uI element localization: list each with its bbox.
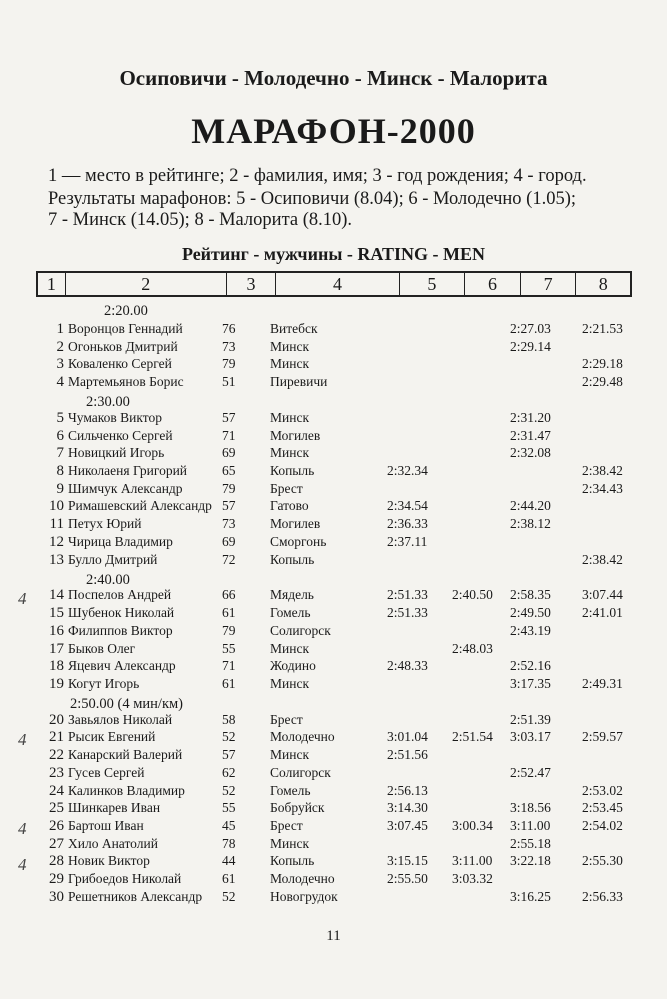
cell-year: 45 — [222, 818, 236, 833]
cell-name: Бартош Иван — [68, 818, 144, 833]
cell-year: 52 — [222, 729, 236, 745]
cell-city: Копыль — [270, 551, 315, 567]
cell-place: 23 — [49, 764, 64, 781]
header-col-3: 3 — [227, 273, 277, 295]
cell-name: Канарский Валерий — [68, 747, 183, 763]
table-row — [0, 852, 667, 870]
cell-year: 62 — [222, 764, 236, 780]
cell-name: Коваленко Сергей — [68, 356, 172, 372]
cell-year: 52 — [222, 888, 236, 904]
cell-place: 7 — [56, 445, 64, 462]
cell-name: Чумаков Виктор — [68, 409, 162, 425]
cell-t5: 2:56.13 — [387, 782, 428, 798]
table-row — [0, 497, 667, 515]
cell-t6: 3:11.00 — [452, 853, 493, 869]
cell-name: Новицкий Игорь — [68, 445, 165, 461]
cell-t7: 2:55.18 — [510, 835, 551, 851]
cell-year: 71 — [222, 427, 236, 443]
cell-t8: 2:38.42 — [582, 463, 623, 479]
cell-name: Чирица Владимир — [68, 533, 173, 549]
cell-name: Николаеня Григорий — [68, 463, 188, 479]
cell-year: 72 — [222, 551, 236, 567]
cell-t8: 2:54.02 — [582, 818, 623, 833]
cell-year: 61 — [222, 675, 236, 691]
cell-t5: 3:14.30 — [387, 800, 428, 816]
header-col-2: 2 — [66, 273, 227, 295]
cell-year: 79 — [222, 356, 236, 372]
cell-city: Молодечно — [270, 871, 335, 887]
table-row — [0, 462, 667, 480]
header-col-1: 1 — [38, 273, 66, 295]
cell-name: Шубенок Николай — [68, 605, 175, 621]
cell-t5: 3:07.45 — [387, 818, 428, 833]
cell-name: Быков Олег — [68, 640, 136, 656]
cell-year: 69 — [222, 533, 236, 549]
cell-place: 17 — [49, 640, 64, 657]
cell-t5: 2:34.54 — [387, 498, 428, 514]
cell-place: 26 — [49, 818, 64, 834]
cell-city: Бобруйск — [270, 800, 325, 816]
cell-city: Минск — [270, 356, 310, 372]
cell-year: 79 — [222, 622, 236, 638]
cell-t7: 2:43.19 — [510, 622, 551, 638]
cell-year: 57 — [222, 409, 236, 425]
table-row — [0, 409, 667, 427]
pace-group-4: 2:50.00 (4 мин/км) — [70, 696, 184, 712]
cell-city: Солигорск — [270, 622, 331, 638]
cell-year: 57 — [222, 747, 236, 763]
cell-city: Жодино — [270, 658, 316, 674]
cell-name: Шинкарев Иван — [68, 800, 161, 816]
cell-place: 24 — [49, 782, 64, 799]
cell-year: 76 — [222, 321, 236, 336]
cell-place: 8 — [56, 463, 64, 480]
cell-t6: 3:00.34 — [452, 818, 493, 833]
header-col-7: 7 — [521, 273, 577, 295]
table-row — [0, 533, 667, 551]
cell-t7: 3:16.25 — [510, 888, 551, 904]
table-row — [0, 746, 667, 764]
route-title: Осиповичи - Молодечно - Минск - Малорита — [119, 66, 548, 90]
cell-t7: 2:51.39 — [510, 711, 551, 727]
cell-t7: 2:44.20 — [510, 498, 551, 514]
cell-place: 25 — [49, 800, 64, 817]
cell-city: Молодечно — [270, 729, 335, 745]
cell-place: 4 — [56, 374, 64, 391]
table-row — [0, 888, 667, 906]
cell-year: 58 — [222, 711, 236, 727]
cell-city: Брест — [270, 711, 303, 727]
cell-city: Минск — [270, 835, 310, 851]
cell-t7: 3:18.56 — [510, 800, 551, 816]
handwritten-mark: 4 — [18, 589, 27, 608]
cell-city: Солигорск — [270, 764, 331, 780]
table-row — [0, 764, 667, 782]
cell-name: Завьялов Николай — [68, 711, 173, 727]
cell-city: Гомель — [270, 782, 311, 798]
cell-city: Минск — [270, 338, 310, 354]
cell-year: 73 — [222, 338, 236, 354]
cell-place: 28 — [49, 853, 64, 870]
cell-t7: 2:52.47 — [510, 764, 551, 780]
cell-city: Гатово — [270, 498, 309, 514]
cell-t8: 2:29.18 — [582, 356, 623, 372]
cell-name: Римашевский Александр — [68, 498, 212, 514]
cell-t7: 3:17.35 — [510, 675, 551, 691]
table-row — [0, 604, 667, 622]
cell-city: Сморгонь — [270, 533, 327, 549]
cell-t7: 2:52.16 — [510, 658, 551, 674]
header-col-4: 4 — [276, 273, 399, 295]
table-header — [36, 271, 632, 297]
table-row — [0, 320, 667, 338]
table-row — [0, 444, 667, 462]
handwritten-mark: 4 — [18, 819, 27, 838]
cell-name: Когут Игорь — [68, 675, 140, 691]
page-title: МАРАФОН-2000 — [191, 111, 476, 151]
cell-place: 18 — [49, 658, 64, 675]
cell-name: Грибоедов Николай — [68, 871, 182, 887]
cell-t6: 2:48.03 — [452, 640, 493, 656]
header-col-5: 5 — [400, 273, 466, 295]
cell-city: Мядель — [270, 587, 314, 603]
cell-name: Новик Виктор — [68, 853, 150, 869]
table-row — [0, 515, 667, 533]
cell-place: 2 — [56, 338, 64, 355]
cell-t6: 3:03.32 — [452, 871, 493, 887]
table-row — [0, 338, 667, 356]
cell-place: 1 — [56, 321, 64, 337]
table-row — [0, 640, 667, 658]
cell-t7: 2:49.50 — [510, 605, 551, 621]
cell-name: Сильченко Сергей — [68, 427, 173, 443]
cell-year: 57 — [222, 498, 236, 514]
cell-year: 44 — [222, 853, 236, 869]
cell-t6: 2:51.54 — [452, 729, 493, 745]
cell-t5: 3:15.15 — [387, 853, 428, 869]
table-row — [0, 427, 667, 445]
cell-t8: 2:53.02 — [582, 782, 623, 798]
header-col-8: 8 — [598, 274, 608, 294]
cell-city: Могилев — [270, 427, 321, 443]
cell-t5: 2:51.33 — [387, 605, 428, 621]
cell-place: 3 — [56, 356, 64, 373]
cell-t5: 2:51.56 — [387, 747, 428, 763]
cell-t7: 3:22.18 — [510, 853, 551, 869]
cell-t8: 2:53.45 — [582, 800, 623, 816]
cell-t8: 2:21.53 — [582, 321, 623, 336]
cell-place: 20 — [49, 711, 64, 728]
cell-city: Минск — [270, 675, 310, 691]
cell-t8: 2:34.43 — [582, 480, 623, 496]
cell-city: Могилев — [270, 516, 321, 532]
cell-name: Огоньков Дмитрий — [68, 338, 178, 354]
cell-place: 9 — [56, 480, 64, 497]
cell-place: 30 — [49, 888, 64, 905]
cell-t5: 2:37.11 — [387, 533, 428, 549]
cell-city: Минск — [270, 409, 310, 425]
cell-t7: 2:31.20 — [510, 409, 551, 425]
pace-group-3: 2:40.00 — [86, 572, 130, 588]
cell-year: 61 — [222, 605, 236, 621]
cell-year: 55 — [222, 640, 236, 656]
cell-place: 5 — [56, 409, 64, 426]
cell-t5: 2:51.33 — [387, 587, 428, 603]
cell-name: Поспелов Андрей — [68, 587, 172, 603]
cell-city: Брест — [270, 480, 303, 496]
cell-name: Шимчук Александр — [68, 480, 183, 496]
cell-place: 22 — [49, 747, 64, 764]
cell-year: 66 — [222, 587, 236, 603]
table-row — [0, 799, 667, 817]
cell-name: Булло Дмитрий — [68, 551, 158, 567]
cell-city: Копыль — [270, 853, 315, 869]
cell-t7: 2:38.12 — [510, 516, 551, 532]
cell-name: Воронцов Геннадий — [68, 321, 183, 336]
cell-t5: 2:55.50 — [387, 871, 428, 887]
cell-city: Новогрудок — [270, 888, 338, 904]
table-row — [0, 373, 667, 391]
cell-year: 65 — [222, 463, 236, 479]
cell-name: Хило Анатолий — [68, 835, 158, 851]
cell-city: Минск — [270, 640, 310, 656]
table-row — [0, 355, 667, 373]
cell-year: 52 — [222, 782, 236, 798]
cell-place: 19 — [49, 675, 64, 692]
table-row — [0, 711, 667, 729]
cell-t8: 3:07.44 — [582, 587, 623, 603]
table-row — [0, 782, 667, 800]
cell-t8: 2:38.42 — [582, 551, 623, 567]
cell-year: 78 — [222, 835, 236, 851]
table-row — [0, 586, 667, 604]
section-title: Рейтинг - мужчины - RATING - MEN — [181, 244, 486, 264]
cell-city: Копыль — [270, 463, 315, 479]
legend-line-2: Результаты марафонов: 5 - Осиповичи (8.04); 6 - Молодечно (1.05); — [48, 189, 577, 209]
cell-year: 61 — [222, 871, 236, 887]
cell-name: Мартемьянов Борис — [68, 374, 184, 390]
cell-t7: 3:03.17 — [510, 729, 551, 745]
cell-place: 13 — [49, 551, 64, 568]
pace-group-1: 2:20.00 — [104, 303, 148, 319]
cell-name: Рысик Евгений — [68, 729, 156, 745]
cell-t7: 2:32.08 — [510, 445, 551, 461]
page-number: 11 — [326, 928, 341, 944]
cell-year: 55 — [222, 800, 236, 816]
cell-t7: 2:31.47 — [510, 427, 551, 443]
cell-place: 16 — [49, 622, 64, 639]
pace-group-2: 2:30.00 — [86, 394, 130, 410]
cell-t8: 2:41.01 — [582, 605, 623, 621]
cell-place: 6 — [56, 427, 64, 444]
table-row — [0, 870, 667, 888]
cell-t5: 3:01.04 — [387, 729, 428, 745]
cell-place: 21 — [49, 729, 64, 746]
cell-place: 11 — [49, 516, 64, 533]
table-row — [0, 817, 667, 835]
cell-year: 79 — [222, 480, 236, 496]
table-row — [0, 657, 667, 675]
cell-t5: 2:48.33 — [387, 658, 428, 674]
cell-place: 14 — [49, 587, 64, 604]
header-col-6: 6 — [465, 273, 521, 295]
cell-t7: 3:11.00 — [510, 818, 551, 833]
cell-place: 15 — [49, 605, 64, 622]
cell-name: Яцевич Александр — [68, 658, 176, 674]
cell-t5: 2:32.34 — [387, 463, 428, 479]
table-row — [0, 728, 667, 746]
cell-place: 12 — [49, 533, 64, 550]
cell-name: Решетников Александр — [68, 888, 203, 904]
cell-name: Калинков Владимир — [68, 782, 185, 798]
cell-t8: 2:49.31 — [582, 675, 623, 691]
table-row — [0, 622, 667, 640]
cell-t8: 2:59.57 — [582, 729, 623, 745]
cell-city: Минск — [270, 747, 310, 763]
cell-place: 27 — [49, 835, 64, 852]
legend-line-3: 7 - Минск (14.05); 8 - Малорита (8.10). — [48, 210, 353, 230]
cell-t7: 2:29.14 — [510, 338, 551, 354]
cell-place: 10 — [49, 498, 64, 515]
table-row — [0, 551, 667, 569]
cell-t8: 2:56.33 — [582, 888, 623, 904]
cell-t8: 2:55.30 — [582, 853, 623, 869]
legend-line-1: 1 — место в рейтинге; 2 - фамилия, имя; 3 - год рождения; 4 - город. — [48, 166, 587, 186]
cell-t7: 2:58.35 — [510, 587, 551, 603]
table-row — [0, 835, 667, 853]
cell-name: Филиппов Виктор — [68, 622, 173, 638]
cell-name: Гусев Сергей — [68, 764, 145, 780]
cell-year: 69 — [222, 445, 236, 461]
cell-year: 73 — [222, 516, 236, 532]
cell-t8: 2:29.48 — [582, 374, 623, 390]
cell-city: Минск — [270, 445, 310, 461]
cell-city: Брест — [270, 818, 303, 833]
cell-year: 51 — [222, 374, 236, 390]
handwritten-mark: 4 — [18, 855, 27, 874]
cell-name: Петух Юрий — [68, 516, 142, 532]
table-row — [0, 480, 667, 498]
handwritten-mark: 4 — [18, 730, 27, 749]
cell-city: Гомель — [270, 605, 311, 621]
cell-city: Пиревичи — [270, 374, 328, 390]
cell-place: 29 — [49, 871, 64, 888]
cell-t6: 2:40.50 — [452, 587, 493, 603]
cell-t7: 2:27.03 — [510, 321, 551, 336]
table-row — [0, 675, 667, 693]
cell-city: Витебск — [270, 321, 318, 336]
cell-t5: 2:36.33 — [387, 516, 428, 532]
cell-year: 71 — [222, 658, 236, 674]
